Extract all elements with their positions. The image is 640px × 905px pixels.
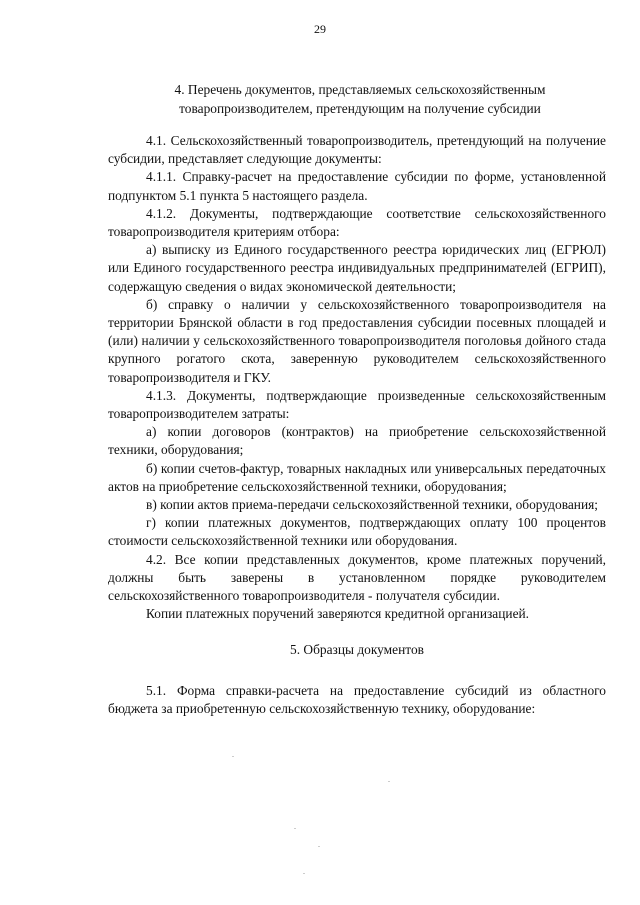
paragraph-certification: Копии платежных поручений заверяются кредитной организацией. [146,606,530,622]
paragraph-4-1-3-v: в) копии актов приема-передачи сельскохозяйственной техники, оборудования; [146,497,598,513]
paragraph-4-1-1: 4.1.1. Справку-расчет на предоставление субсидии по форме, установленной подпунктом 5.1 пункта 5 настоящего раздела. [108,169,606,203]
paragraph-4-1-3-g: г) копии платежных документов, подтверждающих оплату 100 процентов стоимости сельскохозяйственной техники или оборудования. [108,515,606,549]
paragraph-4-1-3: 4.1.3. Документы, подтверждающие произведенные сельскохозяйственным товаропроизводителем затраты: [108,387,606,422]
paragraph-4-1-2-b: б) справку о наличии у сельскохозяйственного товаропроизводителя на территории Брянской области в год предоставления субсидии посевных площадей и (или) наличии у сельскохозяйственного товаропроизводителя поголовья дойного стада крупного рогатого скота, заверенную руководителем сельскохозяйственного товаропроизводителя и ГКУ. [108,296,606,385]
section-4-body [108,132,606,718]
paragraph-4-1-2: 4.1.2. Документы, подтверждающие соответствие сельскохозяйственного товаропроизводителя критериям отбора: [108,205,606,240]
paragraph-4-1-3-b: б) копии счетов-фактур, товарных накладных или универсальных передаточных актов на приобретение сельскохозяйственной техники, оборудования; [108,460,606,494]
section-4-title [110,80,610,118]
section-4-title-line-1: 4. Перечень документов, представляемых сельскохозяйственным [174,82,546,97]
paragraph-4-1: 4.1. Сельскохозяйственный товаропроизводитель, претендующий на получение субсидии, представляет следующие документы: [108,133,606,167]
section-5-title: 5. Образцы документов [290,642,424,658]
paragraph-4-2: 4.2. Все копии представленных документов, кроме платежных поручений, должны быть заверены в установленном порядке руководителем сельскохозяйственного товаропроизводителя - получателя субсидии. [108,551,606,604]
paragraph-5-1: 5.1. Форма справки-расчета на предоставление субсидий из областного бюджета за приобретенную сельскохозяйственную технику, оборудование: [108,682,606,716]
paragraph-4-1-2-a: а) выписку из Единого государственного реестра юридических лиц (ЕГРЮЛ) или Единого государственного реестра индивидуальных предпринимателей (ЕГРИП), содержащую сведения о видах экономической деятельности; [108,242,606,294]
page-number: 29 [314,22,326,36]
paragraph-4-1-3-a: а) копии договоров (контрактов) на приобретение сельскохозяйственной техники, оборудования; [108,424,606,458]
section-4-title-line-2: товаропроизводителем, претендующим на получение субсидии [179,101,541,116]
